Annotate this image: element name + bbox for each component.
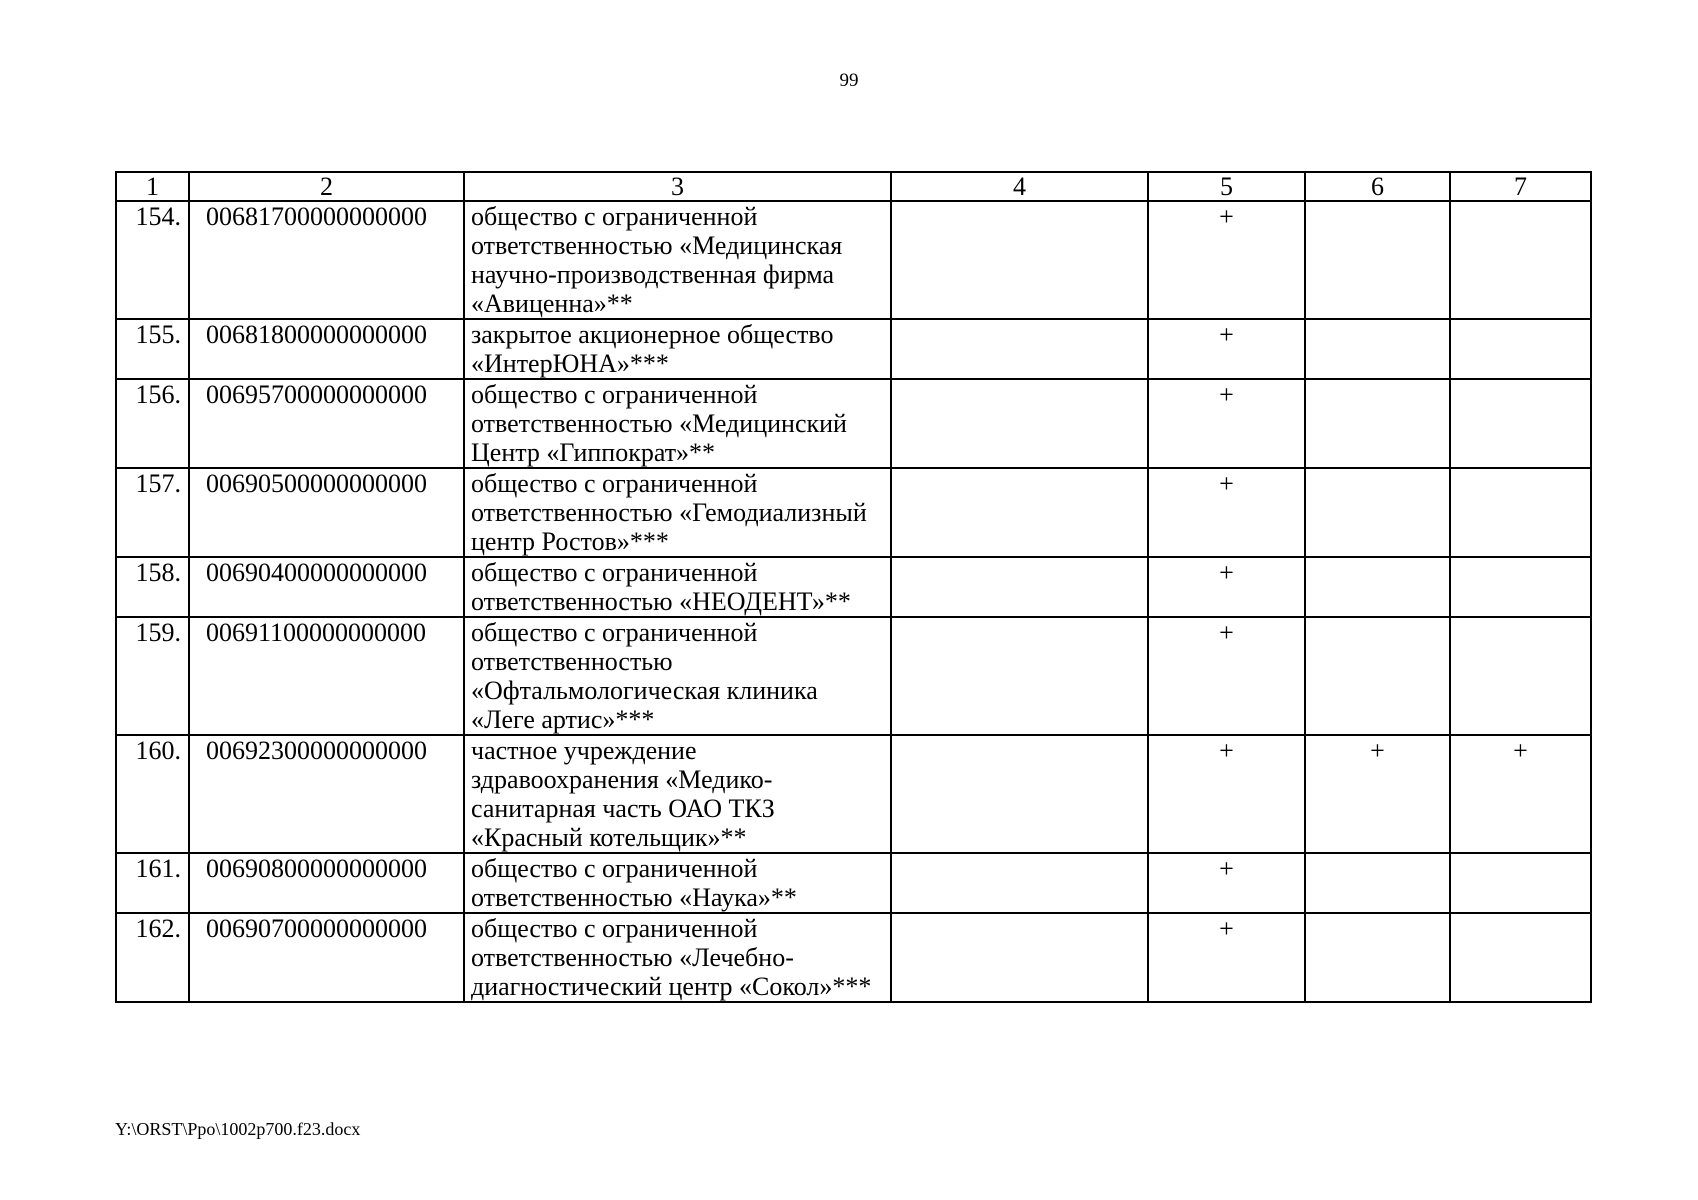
column-6-mark	[1305, 617, 1450, 735]
table-row	[116, 617, 1591, 735]
row-code: 00681800000000000	[189, 319, 464, 379]
row-code: 00695700000000000	[189, 379, 464, 468]
column-7-mark	[1450, 468, 1591, 557]
column-5-mark: +	[1148, 853, 1305, 913]
column-7-mark	[1450, 617, 1591, 735]
column-6-mark	[1305, 468, 1450, 557]
table-row	[116, 379, 1591, 468]
row-code: 00691100000000000	[189, 617, 464, 735]
column-6-mark	[1305, 853, 1450, 913]
column-7-mark	[1450, 557, 1591, 617]
column-4-cell	[891, 379, 1148, 468]
column-5-mark: +	[1148, 735, 1305, 853]
column-header-3: 3	[464, 172, 891, 201]
table-row	[116, 468, 1591, 557]
row-code: 00690800000000000	[189, 853, 464, 913]
column-header-4: 4	[891, 172, 1148, 201]
column-6-mark	[1305, 319, 1450, 379]
column-7-mark: +	[1450, 735, 1591, 853]
table-row	[116, 735, 1591, 853]
column-7-mark	[1450, 201, 1591, 319]
column-header-7: 7	[1450, 172, 1591, 201]
column-header-5: 5	[1148, 172, 1305, 201]
row-number: 162.	[116, 913, 189, 1002]
column-5-mark: +	[1148, 913, 1305, 1002]
file-path-footer: Y:\ORST\Ppo\1002p700.f23.docx	[115, 1119, 361, 1139]
row-number: 157.	[116, 468, 189, 557]
column-6-mark	[1305, 557, 1450, 617]
column-7-mark	[1450, 853, 1591, 913]
column-5-mark: +	[1148, 201, 1305, 319]
organization-name: частное учреждение здравоохранения «Медико-санитарная часть ОАО ТКЗ «Красный котельщик»**	[464, 735, 891, 853]
organization-name: общество с ограниченной ответственностью «Лечебно-диагностический центр «Сокол»***	[464, 913, 891, 1002]
column-6-mark: +	[1305, 735, 1450, 853]
header-row	[116, 172, 1591, 201]
column-header-1: 1	[116, 172, 189, 201]
organization-name: общество с ограниченной ответственностью «Медицинский Центр «Гиппократ»**	[464, 379, 891, 468]
column-5-mark: +	[1148, 319, 1305, 379]
organization-name: общество с ограниченной ответственностью «Наука»**	[464, 853, 891, 913]
column-4-cell	[891, 201, 1148, 319]
column-5-mark: +	[1148, 617, 1305, 735]
table-row	[116, 557, 1591, 617]
table-row	[116, 913, 1591, 1002]
page-number: 99	[839, 70, 859, 91]
row-code: 00690500000000000	[189, 468, 464, 557]
column-5-mark: +	[1148, 468, 1305, 557]
column-5-mark: +	[1148, 379, 1305, 468]
row-code: 00681700000000000	[189, 201, 464, 319]
row-code: 00692300000000000	[189, 735, 464, 853]
row-code: 00690400000000000	[189, 557, 464, 617]
row-code: 00690700000000000	[189, 913, 464, 1002]
table-row	[116, 319, 1591, 379]
column-header-2: 2	[189, 172, 464, 201]
column-4-cell	[891, 557, 1148, 617]
column-4-cell	[891, 319, 1148, 379]
column-6-mark	[1305, 379, 1450, 468]
row-number: 156.	[116, 379, 189, 468]
row-number: 155.	[116, 319, 189, 379]
organization-name: общество с ограниченной ответственностью «Офтальмологическая клиника «Леге артис»***	[464, 617, 891, 735]
row-number: 154.	[116, 201, 189, 319]
column-4-cell	[891, 735, 1148, 853]
column-6-mark	[1305, 913, 1450, 1002]
organization-name: общество с ограниченной ответственностью «Гемодиализный центр Ростов»***	[464, 468, 891, 557]
column-4-cell	[891, 913, 1148, 1002]
table-row	[116, 853, 1591, 913]
organization-name: общество с ограниченной ответственностью «Медицинская научно-производственная фирма «Авиценна»**	[464, 201, 891, 319]
column-7-mark	[1450, 319, 1591, 379]
column-4-cell	[891, 853, 1148, 913]
column-header-6: 6	[1305, 172, 1450, 201]
organization-name: общество с ограниченной ответственностью «НЕОДЕНТ»**	[464, 557, 891, 617]
row-number: 161.	[116, 853, 189, 913]
column-7-mark	[1450, 913, 1591, 1002]
registry-table	[115, 171, 1592, 1003]
column-6-mark	[1305, 201, 1450, 319]
row-number: 158.	[116, 557, 189, 617]
column-5-mark: +	[1148, 557, 1305, 617]
column-4-cell	[891, 617, 1148, 735]
row-number: 160.	[116, 735, 189, 853]
column-7-mark	[1450, 379, 1591, 468]
organization-name: закрытое акционерное общество «ИнтерЮНА»***	[464, 319, 891, 379]
column-4-cell	[891, 468, 1148, 557]
row-number: 159.	[116, 617, 189, 735]
table-row	[116, 201, 1591, 319]
